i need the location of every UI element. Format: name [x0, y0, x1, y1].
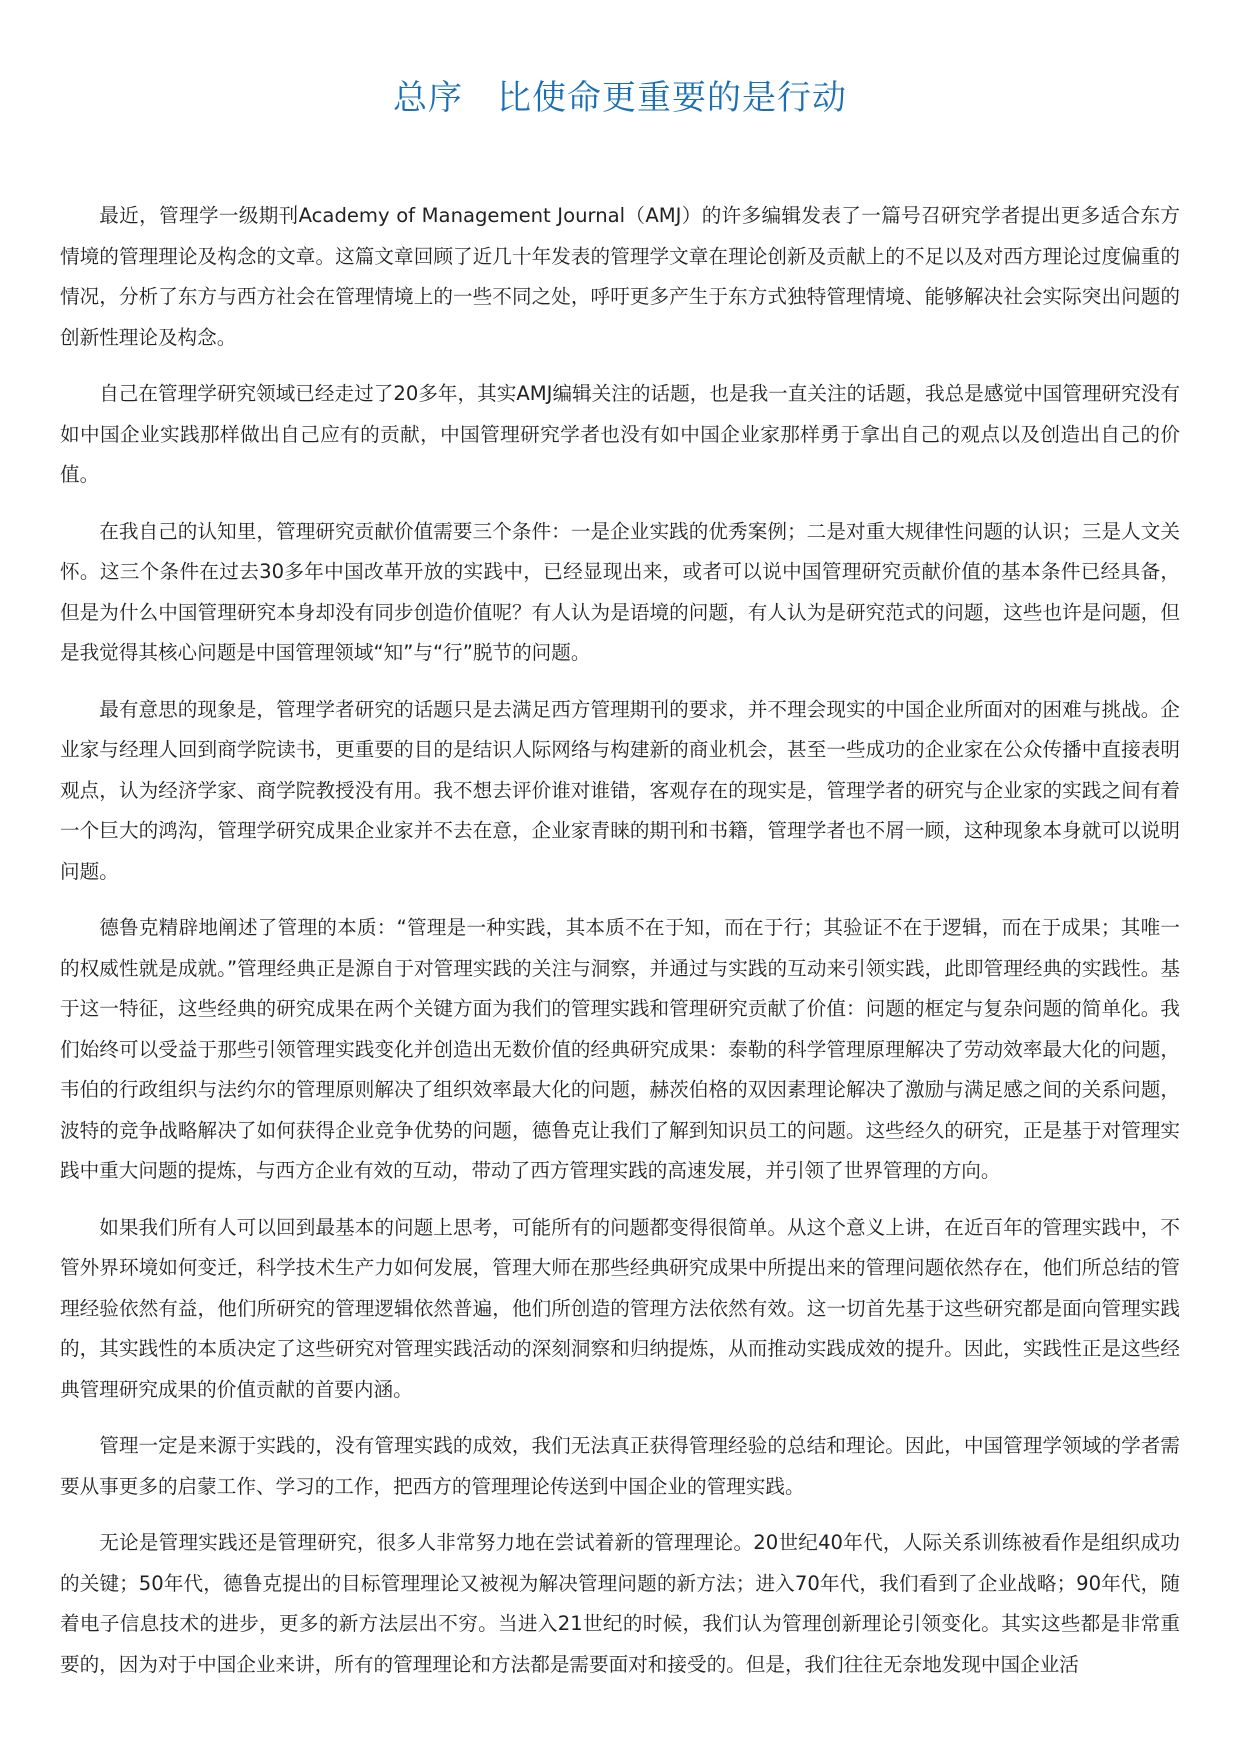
paragraph: 最有意思的现象是，管理学者研究的话题只是去满足西方管理期刊的要求，并不理会现实的中国企业所面对的困难与挑战。企业家与经理人回到商学院读书，更重要的目的是结识人际网络与构建新的商业机会，甚至一些成功的企业家在公众传播中直接表明观点，认为经济学家、商学院教授没有用。我不想去评价谁对谁错，客观存在的现实是，管理学者的研究与企业家的实践之间有着一个巨大的鸿沟，管理学研究成果企业家并不去在意，企业家青睐的期刊和书籍，管理学者也不屑一顾，这种现象本身就可以说明问题。	[60, 697, 1180, 883]
paragraph: 如果我们所有人可以回到最基本的问题上思考，可能所有的问题都变得很简单。从这个意义上讲，在近百年的管理实践中，不管外界环境如何变迁，科学技术生产力如何发展，管理大师在那些经典研究成果中所提出来的管理问题依然存在，他们所总结的管理经验依然有益，他们所研究的管理逻辑依然普遍，他们所创造的管理方法依然有效。这一切首先基于这些研究都是面向管理实践的，其实践性的本质决定了这些研究对管理实践活动的深刻洞察和归纳提炼，从而推动实践成效的提升。因此，实践性正是这些经典管理研究成果的价值贡献的首要内涵。	[60, 1215, 1180, 1401]
paragraph: 在我自己的认知里，管理研究贡献价值需要三个条件：一是企业实践的优秀案例；二是对重大规律性问题的认识；三是人文关怀。这三个条件在过去30多年中国改革开放的实践中，已经显现出来，或者可以说中国管理研究贡献价值的基本条件已经具备，但是为什么中国管理研究本身却没有同步创造价值呢？有人认为是语境的问题，有人认为是研究范式的问题，这些也许是问题，但是我觉得其核心问题是中国管理领域“知”与“行”脱节的问题。	[60, 519, 1180, 664]
paragraph: 自己在管理学研究领域已经走过了20多年，其实AMJ编辑关注的话题，也是我一直关注的话题，我总是感觉中国管理研究没有如中国企业实践那样做出自己应有的贡献，中国管理研究学者也没有如中国企业家那样勇于拿出自己的观点以及创造出自己的价值。	[60, 382, 1180, 486]
paragraph: 最近，管理学一级期刊Academy of Management Journal（AMJ）的许多编辑发表了一篇号召研究学者提出更多适合东方情境的管理理论及构念的文章。这篇文章回顾了近几十年发表的管理学文章在理论创新及贡献上的不足以及对西方理论过度偏重的情况，分析了东方与西方社会在管理情境上的一些不同之处，呼吁更多产生于东方式独特管理情境、能够解决社会实际突出问题的创新性理论及构念。	[60, 204, 1180, 349]
paragraph: 管理一定是来源于实践的，没有管理实践的成效，我们无法真正获得管理经验的总结和理论。因此，中国管理学领域的学者需要从事更多的启蒙工作、学习的工作，把西方的管理理论传送到中国企业的管理实践。	[60, 1434, 1180, 1498]
paragraph: 德鲁克精辟地阐述了管理的本质：“管理是一种实践，其本质不在于知，而在于行；其验证不在于逻辑，而在于成果；其唯一的权威性就是成就。”管理经典正是源自于对管理实践的关注与洞察，并通过与实践的互动来引领实践，此即管理经典的实践性。基于这一特征，这些经典的研究成果在两个关键方面为我们的管理实践和管理研究贡献了价值：问题的框定与复杂问题的简单化。我们始终可以受益于那些引领管理实践变化并创造出无数价值的经典研究成果：泰勒的科学管理原理解决了劳动效率最大化的问题，韦伯的行政组织与法约尔的管理原则解决了组织效率最大化的问题，赫茨伯格的双因素理论解决了激励与满足感之间的关系问题，波特的竞争战略解决了如何获得企业竞争优势的问题，德鲁克让我们了解到知识员工的问题。这些经久的研究，正是基于对管理实践中重大问题的提炼，与西方企业有效的互动，带动了西方管理实践的高速发展，并引领了世界管理的方向。	[60, 916, 1180, 1182]
title-main: 比使命更重要的是行动	[497, 78, 847, 118]
page-title	[60, 70, 1180, 126]
body-text	[60, 196, 1180, 1685]
paragraph: 无论是管理实践还是管理研究，很多人非常努力地在尝试着新的管理理论。20世纪40年代，人际关系训练被看作是组织成功的关键；50年代，德鲁克提出的目标管理理论又被视为解决管理问题的新方法；进入70年代，我们看到了企业战略；90年代，随着电子信息技术的进步，更多的新方法层出不穷。当进入21世纪的时候，我们认为管理创新理论引领变化。其实这些都是非常重要的，因为对于中国企业来讲，所有的管理理论和方法都是需要面对和接受的。但是，我们往往无奈地发现中国企业活	[60, 1531, 1180, 1676]
title-prefix: 总序	[393, 78, 463, 118]
